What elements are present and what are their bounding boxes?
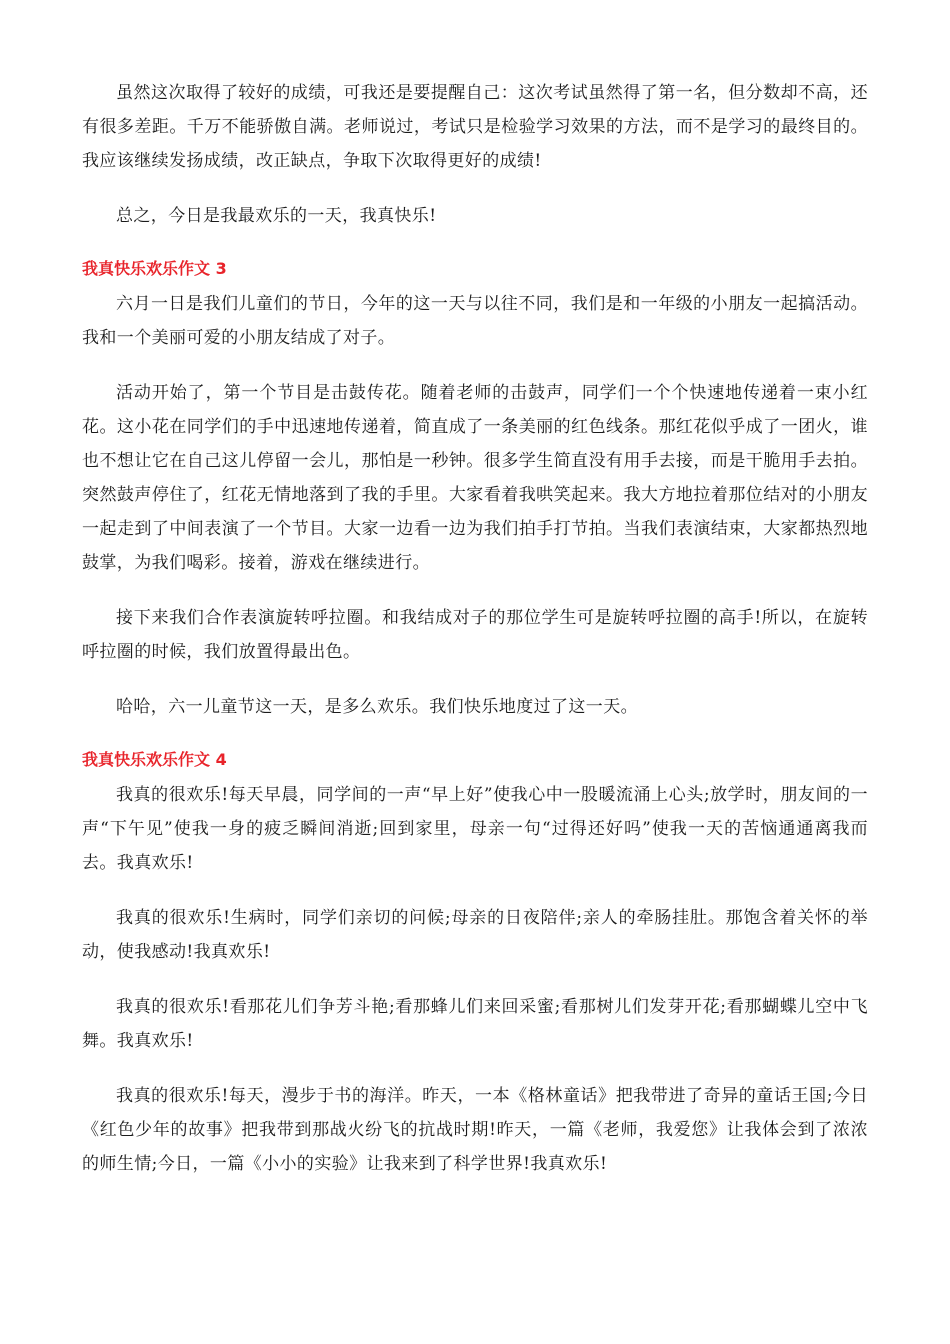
paragraph: 活动开始了，第一个节目是击鼓传花。随着老师的击鼓声，同学们一个个快速地传递着一束小红花。这小花在同学们的手中迅速地传递着，简直成了一条美丽的红色线条。那红花似乎成了一团火，谁也不想让它在自己这儿停留一会儿，那怕是一秒钟。很多学生简直没有用手去接，而是干脆用手去拍。突然鼓声停住了，红花无情地落到了我的手里。大家看着我哄笑起来。我大方地拉着那位结对的小朋友一起走到了中间表演了一个节目。大家一边看一边为我们拍手打节拍。当我们表演结束，大家都热烈地鼓掌，为我们喝彩。接着，游戏在继续进行。 [82, 383, 868, 573]
section-heading: 我真快乐欢乐作文 3 [82, 259, 227, 278]
section-heading: 我真快乐欢乐作文 4 [82, 750, 227, 769]
paragraph: 我真的很欢乐!每天，漫步于书的海洋。昨天，一本《格林童话》把我带进了奇异的童话王国;今日《红色少年的故事》把我带到那战火纷飞的抗战时期!昨天，一篇《老师，我爱您》让我体会到了浓浓的师生情;今日，一篇《小小的实验》让我来到了科学世界!我真欢乐! [82, 1086, 868, 1174]
paragraph: 六月一日是我们儿童们的节日，今年的这一天与以往不同，我们是和一年级的小朋友一起搞活动。我和一个美丽可爱的小朋友结成了对子。 [82, 294, 868, 348]
document-page [82, 76, 868, 1202]
paragraph: 我真的很欢乐!每天早晨，同学间的一声“早上好”使我心中一股暖流涌上心头;放学时，朋友间的一声“下午见”使我一身的疲乏瞬间消逝;回到家里，母亲一句“过得还好吗”使我一天的苦恼通通离我而去。我真欢乐! [82, 785, 868, 873]
paragraph: 虽然这次取得了较好的成绩，可我还是要提醒自己：这次考试虽然得了第一名，但分数却不高，还有很多差距。千万不能骄傲自满。老师说过，考试只是检验学习效果的方法，而不是学习的最终目的。我应该继续发扬成绩，改正缺点，争取下次取得更好的成绩! [82, 83, 868, 171]
paragraph: 我真的很欢乐!生病时，同学们亲切的问候;母亲的日夜陪伴;亲人的牵肠挂肚。那饱含着关怀的举动，使我感动!我真欢乐! [82, 908, 868, 962]
paragraph: 哈哈，六一儿童节这一天，是多么欢乐。我们快乐地度过了这一天。 [116, 697, 638, 717]
paragraph: 总之，今日是我最欢乐的一天，我真快乐! [116, 206, 437, 226]
paragraph: 接下来我们合作表演旋转呼拉圈。和我结成对子的那位学生可是旋转呼拉圈的高手!所以，在旋转呼拉圈的时候，我们放置得最出色。 [82, 608, 868, 662]
paragraph: 我真的很欢乐!看那花儿们争芳斗艳;看那蜂儿们来回采蜜;看那树儿们发芽开花;看那蝴蝶儿空中飞舞。我真欢乐! [82, 997, 868, 1051]
